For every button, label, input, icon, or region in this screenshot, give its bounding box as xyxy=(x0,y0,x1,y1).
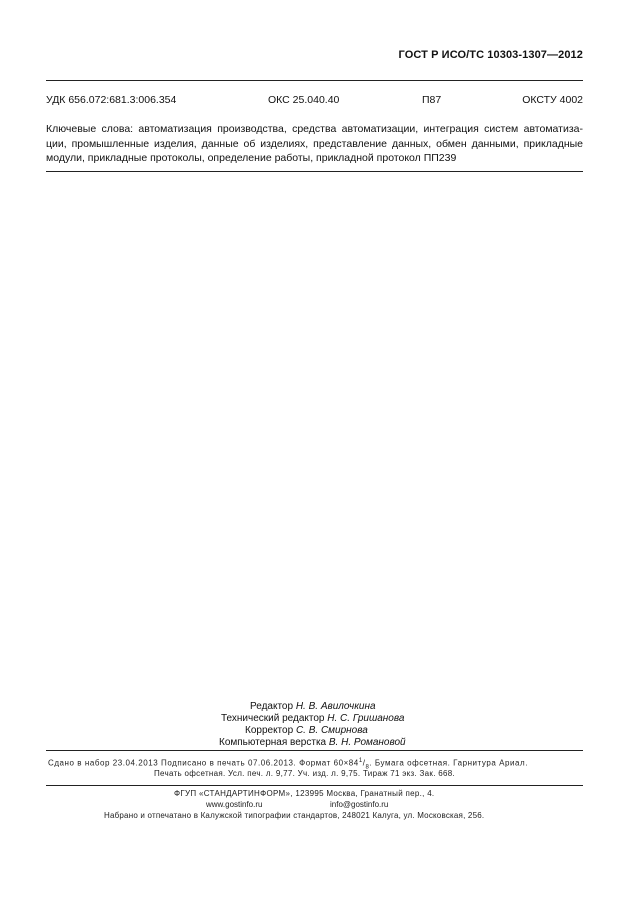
publisher-website: www.gostinfo.ru xyxy=(206,800,263,809)
publisher-address: ФГУП «СТАНДАРТИНФОРМ», 123995 Москва, Гранатный пер., 4. xyxy=(174,789,435,798)
credit-layout-name: В. Н. Романовой xyxy=(328,737,406,748)
format-frac-num: 1 xyxy=(358,758,363,764)
classification-row xyxy=(46,94,583,108)
divider-keywords xyxy=(46,171,583,172)
credit-corrector-name: С. В. Смирнова xyxy=(295,725,368,736)
udk-code: УДК 656.072:681.3:006.354 xyxy=(46,94,177,106)
print-info-line1-end: . Бумага офсетная. Гарнитура Ариал. xyxy=(369,758,528,768)
credit-editor-role: Редактор xyxy=(250,701,294,712)
credit-editor-name: Н. В. Авилочкина xyxy=(295,701,376,712)
credit-corrector-role: Корректор xyxy=(245,725,294,736)
credit-layout-role: Компьютерная верстка xyxy=(219,737,327,748)
divider-print-info xyxy=(46,785,583,786)
credit-layout xyxy=(219,736,406,750)
p-code: П87 xyxy=(422,94,442,106)
publisher-printed-by: Набрано и отпечатано в Калужской типографии стандартов, 248021 Калуга, ул. Московская, 256. xyxy=(104,811,485,820)
keywords-paragraph: Ключевые слова: автоматизация производства, средства автоматизации, интеграция систем автоматиза-ции, промышленные изделия, данные об изделиях, представление данных, обмен данными, прикладные модули, прикладные протоколы, определение работы, прикладной протокол ПП239 xyxy=(46,123,583,164)
print-info-line1-text: Сдано в набор 23.04.2013 Подписано в печать 07.06.2013. Формат 60×84 xyxy=(48,758,359,768)
divider-credits xyxy=(46,750,583,751)
okstu-code: ОКСТУ 4002 xyxy=(522,94,583,106)
divider-top xyxy=(46,80,583,81)
format-frac-den: 8 xyxy=(365,764,370,771)
oks-code: ОКС 25.040.40 xyxy=(268,94,340,106)
credit-tech-editor-name: Н. С. Гришанова xyxy=(327,713,405,724)
print-info-line2: Печать офсетная. Усл. печ. л. 9,77. Уч. изд. л. 9,75. Тираж 71 экз. Зак. 668. xyxy=(154,769,456,778)
standard-id-header: ГОСТ Р ИСО/ТС 10303-1307—2012 xyxy=(398,49,583,61)
publisher-email: info@gostinfo.ru xyxy=(330,800,389,809)
print-info-line1: Сдано в набор 23.04.2013 Подписано в печать 07.06.2013. Формат $60\times 84^1/_8$. Бумага офсетная. Гарнитура Ариал. xyxy=(48,758,528,771)
credit-tech-editor-role: Технический редактор xyxy=(221,713,325,724)
